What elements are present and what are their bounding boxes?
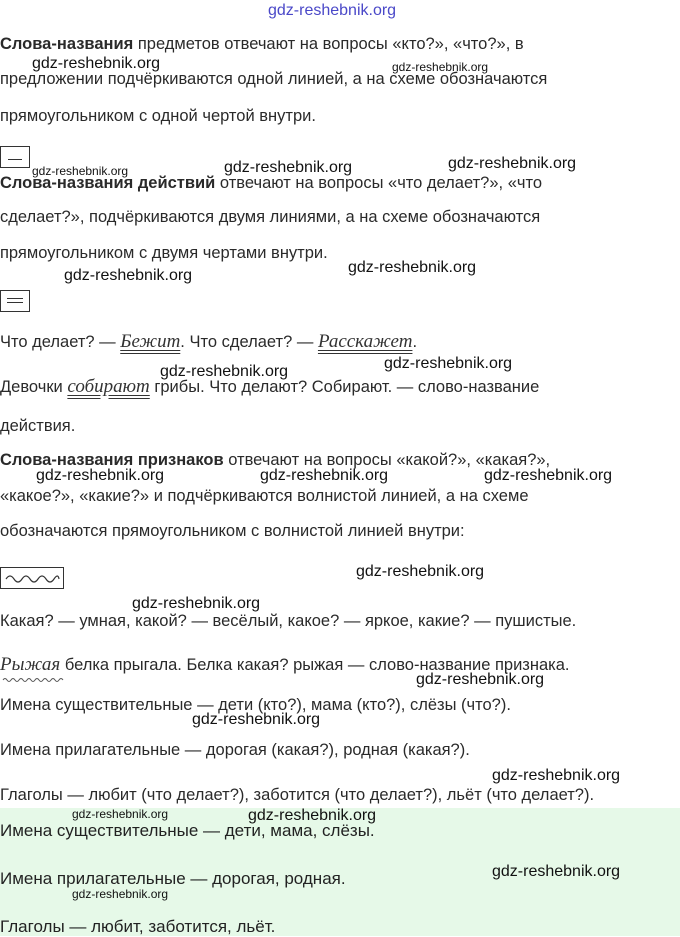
list-verbs: Глаголы — любит (что делает?), заботится (что делает?), льёт (что делает?).	[0, 786, 595, 804]
wavy-underline-icon	[2, 676, 66, 684]
watermark[interactable]: gdz-reshebnik.org	[192, 711, 321, 728]
paragraph-adjectives-line1: Слова-названия признаков отвечают на вопросы «какой?», «какая?»,	[0, 451, 551, 469]
watermark[interactable]: gdz-reshebnik.org	[72, 807, 169, 821]
watermark[interactable]: gdz-reshebnik.org	[64, 267, 193, 284]
watermark[interactable]: gdz-reshebnik.org	[416, 671, 545, 688]
scheme-wavy-line-icon	[0, 567, 64, 589]
scheme-one-line-icon	[0, 146, 30, 168]
list-adjectives: Имена прилагательные — дорогая (какая?), родная (какая?).	[0, 741, 470, 759]
example-verbs-1: Что делает? — Бежит. Что сделает? — Расскажет.	[0, 331, 418, 352]
answer-verbs: Глаголы — любит, заботится, льёт.	[0, 917, 276, 936]
watermark[interactable]: gdz-reshebnik.org	[132, 595, 261, 612]
example-adjectives-2: Рыжая белка прыгала. Белка какая? рыжая — слово-название признака.	[0, 654, 570, 675]
handwritten-word-sobirayut: собирают	[67, 376, 150, 397]
paragraph-verbs-line2: сделает?», подчёркиваются двумя линиями, а на схеме обозначаются	[0, 208, 541, 226]
watermark[interactable]: gdz-reshebnik.org	[36, 467, 165, 484]
answer-adjectives: Имена прилагательные — дорогая, родная.	[0, 869, 346, 888]
example-verbs-2-line2: действия.	[0, 417, 76, 435]
term-verbs: Слова-названия действий	[0, 174, 216, 192]
example-adjectives-1: Какая? — умная, какой? — весёлый, какое? — яркое, какие? — пушистые.	[0, 612, 577, 630]
watermark[interactable]: gdz-reshebnik.org	[348, 259, 477, 276]
watermark[interactable]: gdz-reshebnik.org	[484, 467, 613, 484]
handwritten-word-ryzhaya: Рыжая	[0, 654, 61, 675]
paragraph-adjectives-line3: обозначаются прямоугольником с волнистой линией внутри:	[0, 522, 465, 540]
watermark[interactable]: gdz-reshebnik.org	[72, 887, 169, 901]
watermark[interactable]: gdz-reshebnik.org	[260, 467, 389, 484]
watermark-top[interactable]: gdz-reshebnik.org	[268, 2, 397, 19]
paragraph-nouns-line3: прямоугольником с одной чертой внутри.	[0, 107, 316, 125]
paragraph-verbs-line1: Слова-названия действий отвечают на вопросы «что делает?», «что	[0, 174, 543, 192]
scheme-two-lines-icon	[0, 290, 30, 312]
watermark[interactable]: gdz-reshebnik.org	[392, 60, 489, 74]
watermark[interactable]: gdz-reshebnik.org	[160, 363, 289, 380]
answer-nouns: Имена существительные — дети, мама, слёзы.	[0, 821, 375, 840]
handwritten-word-rasskazhet: Расскажет	[317, 331, 413, 352]
watermark[interactable]: gdz-reshebnik.org	[224, 159, 353, 176]
watermark[interactable]: gdz-reshebnik.org	[384, 355, 513, 372]
paragraph-adjectives-line2: «какое?», «какие?» и подчёркиваются волнистой линией, а на схеме	[0, 487, 529, 505]
watermark[interactable]: gdz-reshebnik.org	[32, 55, 161, 72]
watermark[interactable]: gdz-reshebnik.org	[492, 767, 621, 784]
watermark[interactable]: gdz-reshebnik.org	[248, 807, 377, 824]
list-nouns: Имена существительные — дети (кто?), мама (кто?), слёзы (что?).	[0, 696, 511, 714]
term-adjectives: Слова-названия признаков	[0, 451, 224, 469]
paragraph-nouns-line2: предложении подчёркиваются одной линией, а на схеме обозначаются	[0, 70, 548, 88]
paragraph-verbs-line3: прямоугольником с двумя чертами внутри.	[0, 244, 328, 262]
watermark[interactable]: gdz-reshebnik.org	[448, 155, 577, 172]
term-nouns: Слова-названия	[0, 35, 134, 53]
handwritten-word-bezhit: Бежит	[120, 331, 181, 352]
watermark[interactable]: gdz-reshebnik.org	[492, 863, 621, 880]
watermark[interactable]: gdz-reshebnik.org	[32, 164, 129, 178]
watermark[interactable]: gdz-reshebnik.org	[356, 563, 485, 580]
paragraph-nouns-line1: Слова-названия предметов отвечают на вопросы «кто?», «что?», в	[0, 35, 524, 53]
example-verbs-2: Девочки собирают грибы. Что делают? Собирают. — слово-название	[0, 376, 540, 397]
